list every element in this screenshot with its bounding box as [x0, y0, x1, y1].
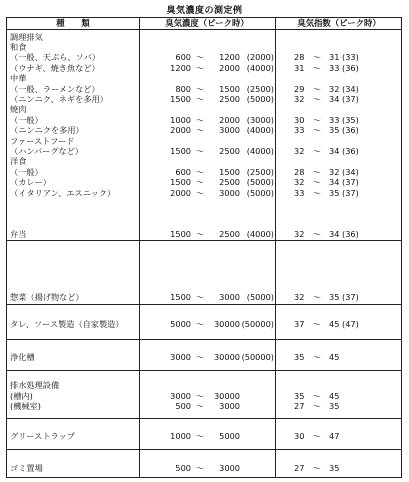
odor-index: 35 ～ 45	[294, 352, 340, 363]
row-divider	[7, 449, 401, 450]
concentration-low: 1000	[170, 430, 191, 441]
row-type-label: 中華	[10, 73, 27, 84]
concentration-peak: (50000)	[241, 319, 274, 330]
odor-index: 35 ～ 45	[294, 390, 340, 401]
concentration-low: 1500	[170, 93, 191, 104]
odor-index: 32 ～ 34 (37)	[294, 93, 359, 104]
odor-index: 32 ～ 34 (36)	[294, 145, 359, 156]
concentration-high: 3000	[219, 462, 240, 473]
range-tilde: ～	[195, 462, 205, 473]
concentration-high: 3000	[219, 401, 240, 412]
row-divider	[7, 240, 401, 241]
row-type-label: （イタリアン、エスニック）	[10, 187, 116, 198]
concentration-peak: (50000)	[241, 352, 274, 363]
range-tilde: ～	[195, 125, 205, 136]
header-type: 種 類	[56, 18, 90, 28]
concentration-high: 2000	[219, 114, 240, 125]
range-tilde: ～	[195, 166, 205, 177]
row-type-label: (槽内)	[10, 390, 33, 401]
row-type-label: タレ、ソース製造（自家製造）	[10, 319, 124, 330]
row-type-label: （カレー）	[10, 177, 51, 188]
concentration-low: 1000	[170, 114, 191, 125]
row-divider	[7, 29, 401, 30]
odor-index: 29 ～ 32 (34)	[294, 83, 359, 94]
odor-index: 28 ～ 32 (34)	[294, 166, 359, 177]
range-tilde: ～	[195, 62, 205, 73]
row-type-label: (機械室)	[10, 401, 41, 412]
range-tilde: ～	[195, 145, 205, 156]
row-type-label: 調理排気	[10, 31, 43, 42]
concentration-high: 2500	[219, 229, 240, 240]
row-type-label: （ハンバーグなど）	[10, 145, 84, 156]
concentration-peak: (5000)	[246, 93, 274, 104]
odor-index: 27 ～ 35	[294, 462, 340, 473]
concentration-high: 2500	[219, 177, 240, 188]
row-divider	[7, 418, 401, 419]
concentration-peak: (2500)	[246, 83, 274, 94]
range-tilde: ～	[195, 83, 205, 94]
document-title: 臭気濃度の測定例	[166, 6, 243, 16]
concentration-high: 1500	[219, 166, 240, 177]
odor-index: 30 ～ 33 (35)	[294, 114, 359, 125]
row-type-label: 惣菜（揚げ物など）	[10, 291, 84, 302]
concentration-low: 1500	[170, 291, 191, 302]
concentration-low: 1500	[170, 145, 191, 156]
odor-index: 32 ～ 34 (36)	[294, 229, 359, 240]
concentration-high: 5000	[219, 430, 240, 441]
odor-index: 37 ～ 45 (47)	[294, 319, 359, 330]
concentration-peak: (3000)	[246, 114, 274, 125]
concentration-high: 3000	[219, 125, 240, 136]
concentration-high: 3000	[219, 187, 240, 198]
odor-index: 31 ～ 33 (36)	[294, 62, 359, 73]
row-type-label: （一般、ラーメンなど）	[10, 83, 100, 94]
concentration-peak: (4000)	[246, 145, 274, 156]
concentration-high: 1500	[219, 83, 240, 94]
row-type-label: （一般）	[10, 114, 43, 125]
row-type-label: （一般、天ぷら、ソバ）	[10, 52, 100, 63]
concentration-peak: (5000)	[246, 291, 274, 302]
odor-index: 33 ～ 35 (37)	[294, 187, 359, 198]
concentration-peak: (4000)	[246, 125, 274, 136]
range-tilde: ～	[195, 52, 205, 63]
column-divider	[275, 18, 276, 477]
row-type-label: （ウナギ、焼き魚など）	[10, 62, 100, 73]
range-tilde: ～	[195, 430, 205, 441]
concentration-high: 2500	[219, 93, 240, 104]
concentration-peak: (5000)	[246, 187, 274, 198]
concentration-low: 3000	[170, 390, 191, 401]
odor-index: 32 ～ 34 (37)	[294, 177, 359, 188]
concentration-high: 1200	[219, 52, 240, 63]
concentration-high: 30000	[213, 319, 240, 330]
concentration-low: 1500	[170, 177, 191, 188]
range-tilde: ～	[195, 390, 205, 401]
concentration-peak: (2500)	[246, 166, 274, 177]
range-tilde: ～	[195, 177, 205, 188]
concentration-high: 2500	[219, 145, 240, 156]
concentration-low: 600	[175, 52, 191, 63]
row-type-label: （ニンニクを多用）	[10, 125, 84, 136]
range-tilde: ～	[195, 93, 205, 104]
concentration-low: 500	[175, 401, 191, 412]
header-concentration: 臭気濃度（ピーク時）	[165, 18, 249, 28]
range-tilde: ～	[195, 319, 205, 330]
row-type-label: 弁当	[10, 229, 27, 240]
concentration-low: 600	[175, 166, 191, 177]
concentration-low: 500	[175, 462, 191, 473]
range-tilde: ～	[195, 352, 205, 363]
concentration-high: 3000	[219, 291, 240, 302]
odor-index: 33 ～ 35 (36)	[294, 125, 359, 136]
range-tilde: ～	[195, 401, 205, 412]
range-tilde: ～	[195, 291, 205, 302]
row-type-label: 焼肉	[10, 104, 27, 115]
row-type-label: ファーストフード	[10, 135, 75, 146]
row-type-label: 洋食	[10, 156, 27, 167]
concentration-peak: (2000)	[246, 52, 274, 63]
row-type-label: 浄化槽	[10, 352, 35, 363]
concentration-high: 2000	[219, 62, 240, 73]
concentration-peak: (4000)	[246, 62, 274, 73]
concentration-low: 800	[175, 83, 191, 94]
odor-measurement-table	[6, 17, 402, 478]
concentration-low: 2000	[170, 125, 191, 136]
row-type-label: 排水処理設備	[10, 380, 60, 391]
concentration-low: 5000	[170, 319, 191, 330]
row-type-label: 和食	[10, 41, 27, 52]
concentration-peak: (4000)	[246, 229, 274, 240]
row-type-label: （一般）	[10, 166, 43, 177]
odor-index: 32 ～ 35 (37)	[294, 291, 359, 302]
row-divider	[7, 304, 401, 305]
row-divider	[7, 339, 401, 340]
odor-index: 30 ～ 47	[294, 430, 340, 441]
concentration-low: 1200	[170, 62, 191, 73]
range-tilde: ～	[195, 229, 205, 240]
row-divider	[7, 370, 401, 371]
range-tilde: ～	[195, 114, 205, 125]
header-index: 臭気指数（ピーク時）	[297, 18, 381, 28]
odor-index: 28 ～ 31 (33)	[294, 52, 359, 63]
concentration-low: 3000	[170, 352, 191, 363]
row-type-label: ゴミ置場	[10, 462, 43, 473]
concentration-low: 1500	[170, 229, 191, 240]
concentration-high: 30000	[213, 352, 240, 363]
concentration-low: 2000	[170, 187, 191, 198]
range-tilde: ～	[195, 187, 205, 198]
odor-index: 27 ～ 35	[294, 401, 340, 412]
concentration-peak: (5000)	[246, 177, 274, 188]
row-type-label: グリーストラップ	[10, 430, 75, 441]
row-type-label: （ニンニク、ネギを多用）	[10, 93, 108, 104]
concentration-high: 30000	[213, 390, 240, 401]
